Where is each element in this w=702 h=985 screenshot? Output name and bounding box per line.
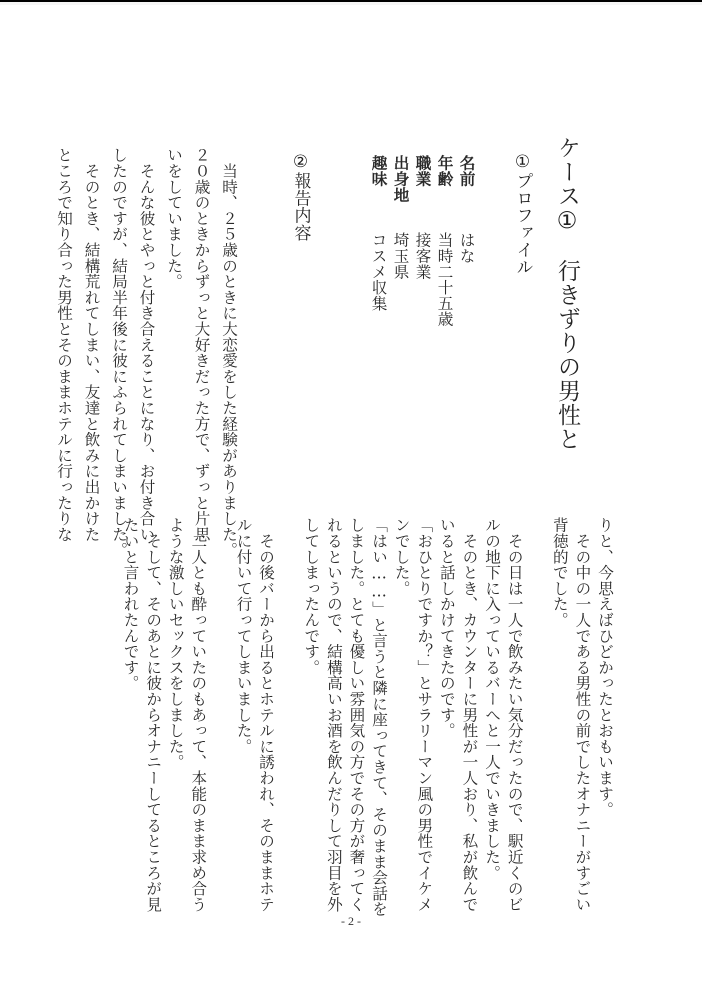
text-line: したのですが、結局半年後に彼にふられてしまいました。 xyxy=(110,147,128,558)
report-body-upper xyxy=(50,147,243,558)
report-body-lower xyxy=(119,517,616,917)
profile-field-name-value: はな xyxy=(457,232,476,264)
text-line: してしまったんです。 xyxy=(302,517,321,675)
top-shade xyxy=(0,2,702,5)
text-line: ルに付いて行ってしまいました。 xyxy=(234,517,253,754)
text-line: ところで知り合った男性とそのままホテルに行ったりな xyxy=(55,147,73,542)
text-line: ２０歳のときからずっと大好きだった方で、ずっと片思 xyxy=(192,147,211,542)
profile-field-occupation-value: 接客業 xyxy=(413,232,432,280)
text-line: そして、そのあとに彼からオナニーしてるところが見 xyxy=(144,517,163,912)
text-line: 背徳的でした。 xyxy=(550,517,569,628)
text-line: 「はい……」と言うと隣に座ってきて、そのまま会話を xyxy=(370,517,389,917)
field-label: 出身地 xyxy=(391,155,410,203)
profile-field-hobby-value: コスメ収集 xyxy=(369,232,388,311)
text-line: その中の一人である男性の前でしたオナニーがすごい xyxy=(573,517,592,912)
text-line: その日は一人で飲みたい気分だったので、駅近くのビ xyxy=(505,517,524,912)
profile-field-hobby xyxy=(364,155,392,187)
text-line: その後バーから出るとホテルに誘われ、そのままホテ xyxy=(257,517,276,912)
text-line xyxy=(526,517,549,887)
text-line: いると話しかけてきたのです。 xyxy=(437,517,456,739)
profile-field-age-value: 当時二十五歳 xyxy=(435,232,454,327)
text-line: ンでした。 xyxy=(392,517,411,596)
page-title: ケース① 行きずりの男性と xyxy=(554,136,580,451)
text-line: 当時、２５歳のときに大恋愛をした経験がありました。 xyxy=(220,147,238,558)
text-line: 「おひとりですか？」とサラリーマン風の男性でイケメ xyxy=(415,517,434,912)
text-line: そんな彼とやっと付き合えることになり、お付き合い xyxy=(137,147,156,542)
field-label: 名前 xyxy=(457,155,476,187)
text-line: そのとき、カウンターに男性が一人おり、私が飲んで xyxy=(460,517,479,912)
report-heading: ②報告内容 xyxy=(290,152,311,241)
field-label: 職業 xyxy=(413,155,432,187)
text-line: ルの地下に入っているバーへと一人でいきました。 xyxy=(483,517,502,881)
text-line: たいと言われたんです。 xyxy=(121,517,140,691)
profile-field-hometown-value: 埼玉県 xyxy=(391,232,410,280)
text-line: そのとき、結構荒れてしまい、友達と飲みに出かけた xyxy=(82,147,101,542)
text-line xyxy=(209,517,232,887)
page-number: - 2 - xyxy=(341,914,361,928)
text-line: ような激しいセックスをしました。 xyxy=(166,517,185,770)
field-label: 年齢 xyxy=(435,155,454,187)
text-line xyxy=(277,517,300,887)
text-line: りと、今思えばひどかったとおもいます。 xyxy=(596,517,614,818)
profile-heading: ①プロファイル xyxy=(512,152,533,276)
text-line: しました。とても優しい雰囲気の方でその方が奢ってく xyxy=(347,517,366,912)
text-line: いをしていました。 xyxy=(165,147,183,290)
field-label: 趣味 xyxy=(369,155,388,187)
text-line: れるというので、結構高いお酒を飲んだりして羽目を外 xyxy=(324,517,343,912)
text-line: 二人とも酔っていたのもあって、本能のまま求め合う xyxy=(189,517,208,912)
